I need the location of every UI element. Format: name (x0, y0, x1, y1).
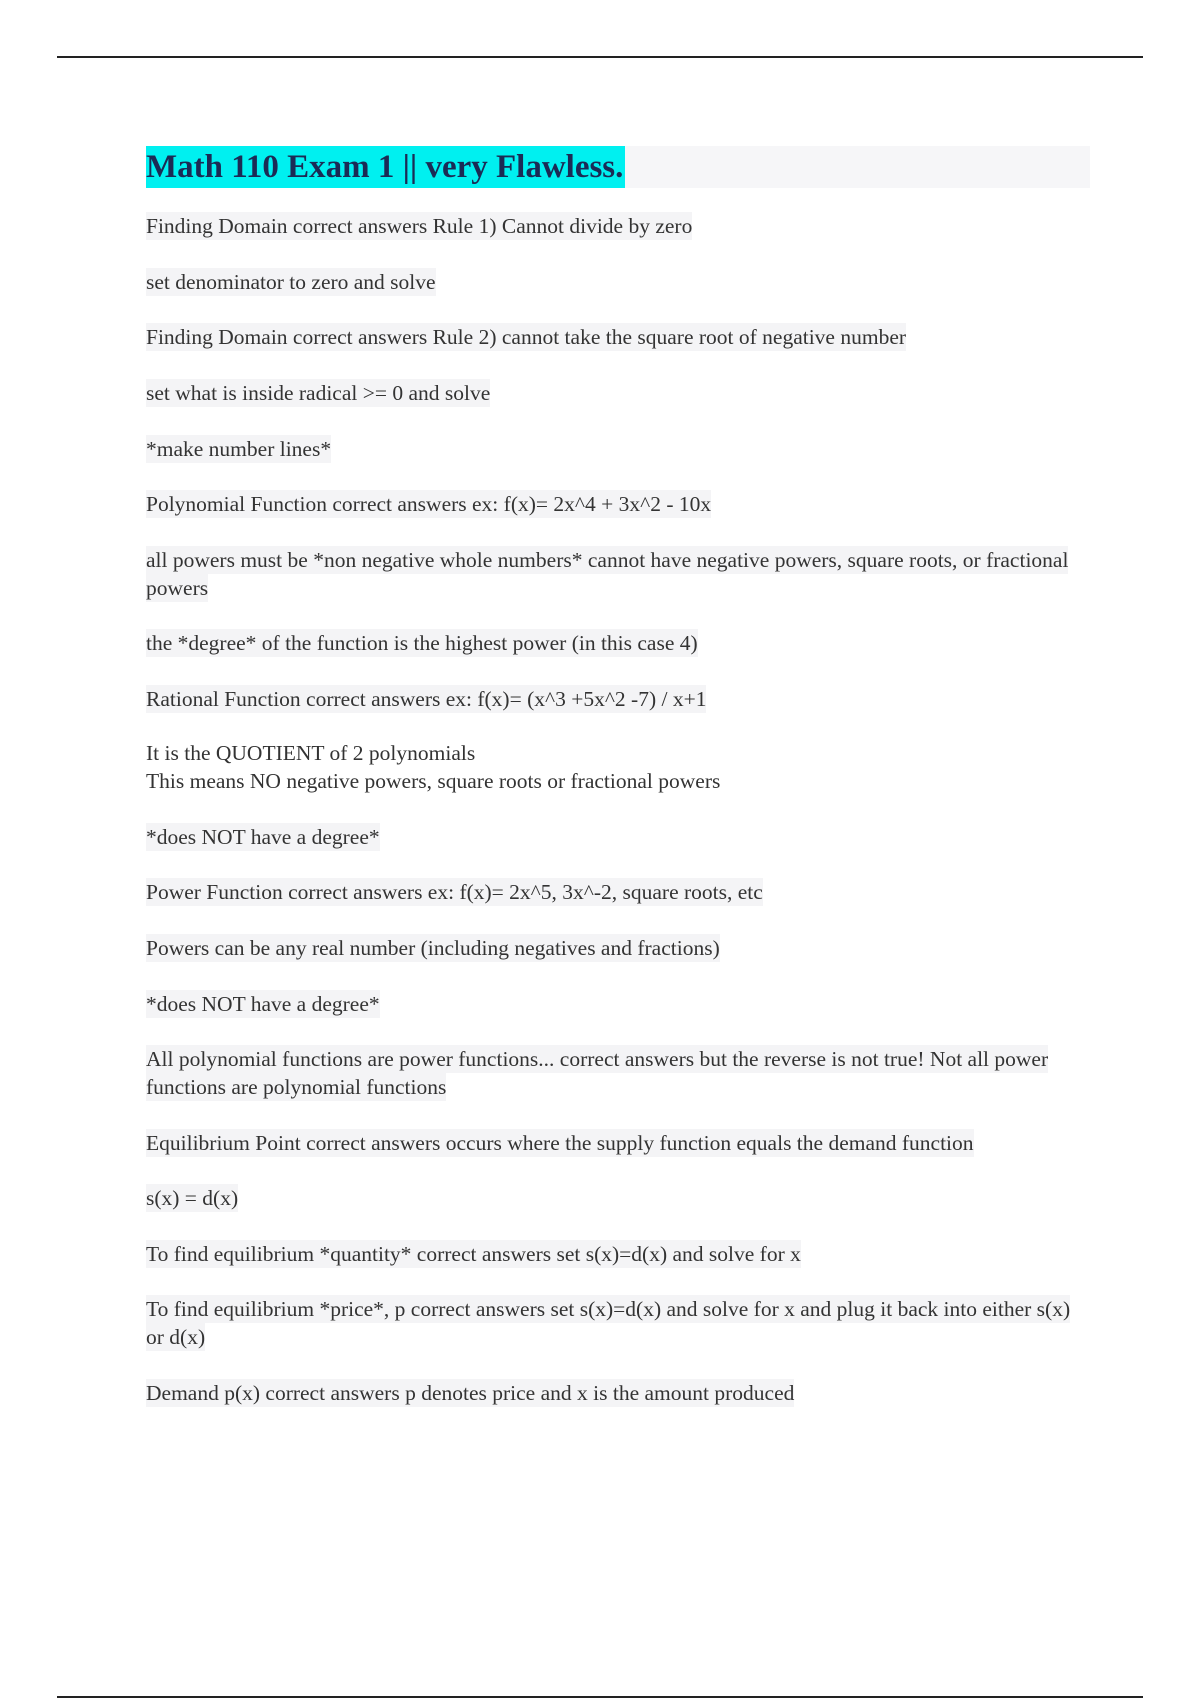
text-line: To find equilibrium *quantity* correct answers set s(x)=d(x) and solve for x (146, 1242, 801, 1266)
text-line: Equilibrium Point correct answers occurs where the supply function equals the demand function (146, 1131, 974, 1155)
text-line: s(x) = d(x) (146, 1186, 239, 1210)
page-title: Math 110 Exam 1 || very Flawless. (146, 146, 625, 188)
text-line: Demand p(x) correct answers p denotes price and x is the amount produced (146, 1381, 795, 1405)
text-line: Powers can be any real number (including negatives and fractions) (146, 936, 720, 960)
text-line: all powers must be *non negative whole numbers* cannot have negative powers, square roots, or fractional powers (146, 548, 1069, 600)
text-line: the *degree* of the function is the highest power (in this case 4) (146, 631, 698, 655)
title-bar (146, 146, 1090, 188)
text-line: To find equilibrium *price*, p correct answers set s(x)=d(x) and solve for x and plug it back into either s(x) or d(x) (146, 1297, 1071, 1349)
text-line: Polynomial Function correct answers ex: f(x)= 2x^4 + 3x^2 - 10x (146, 492, 712, 516)
document-body (146, 146, 1090, 1405)
text-line: *make number lines* (146, 437, 332, 461)
text-line: *does NOT have a degree* (146, 825, 380, 849)
text-line: *does NOT have a degree* (146, 992, 380, 1016)
footer-rule (57, 1696, 1143, 1698)
text-line: Power Function correct answers ex: f(x)= 2x^5, 3x^-2, square roots, etc (146, 880, 763, 904)
text-line: Rational Function correct answers ex: f(x)= (x^3 +5x^2 -7) / x+1 (146, 687, 707, 711)
text-line: Finding Domain correct answers Rule 1) Cannot divide by zero (146, 214, 693, 238)
text-line: All polynomial functions are power functions... correct answers but the reverse is not true! Not all power functions are polynomial functions (146, 1047, 1049, 1099)
header-rule (57, 56, 1143, 58)
text-line: set denominator to zero and solve (146, 270, 436, 294)
text-line: This means NO negative powers, square roots or fractional powers (146, 769, 721, 793)
text-line: set what is inside radical >= 0 and solve (146, 381, 491, 405)
text-line: It is the QUOTIENT of 2 polynomials (146, 741, 476, 765)
text-line: Finding Domain correct answers Rule 2) cannot take the square root of negative number (146, 325, 907, 349)
